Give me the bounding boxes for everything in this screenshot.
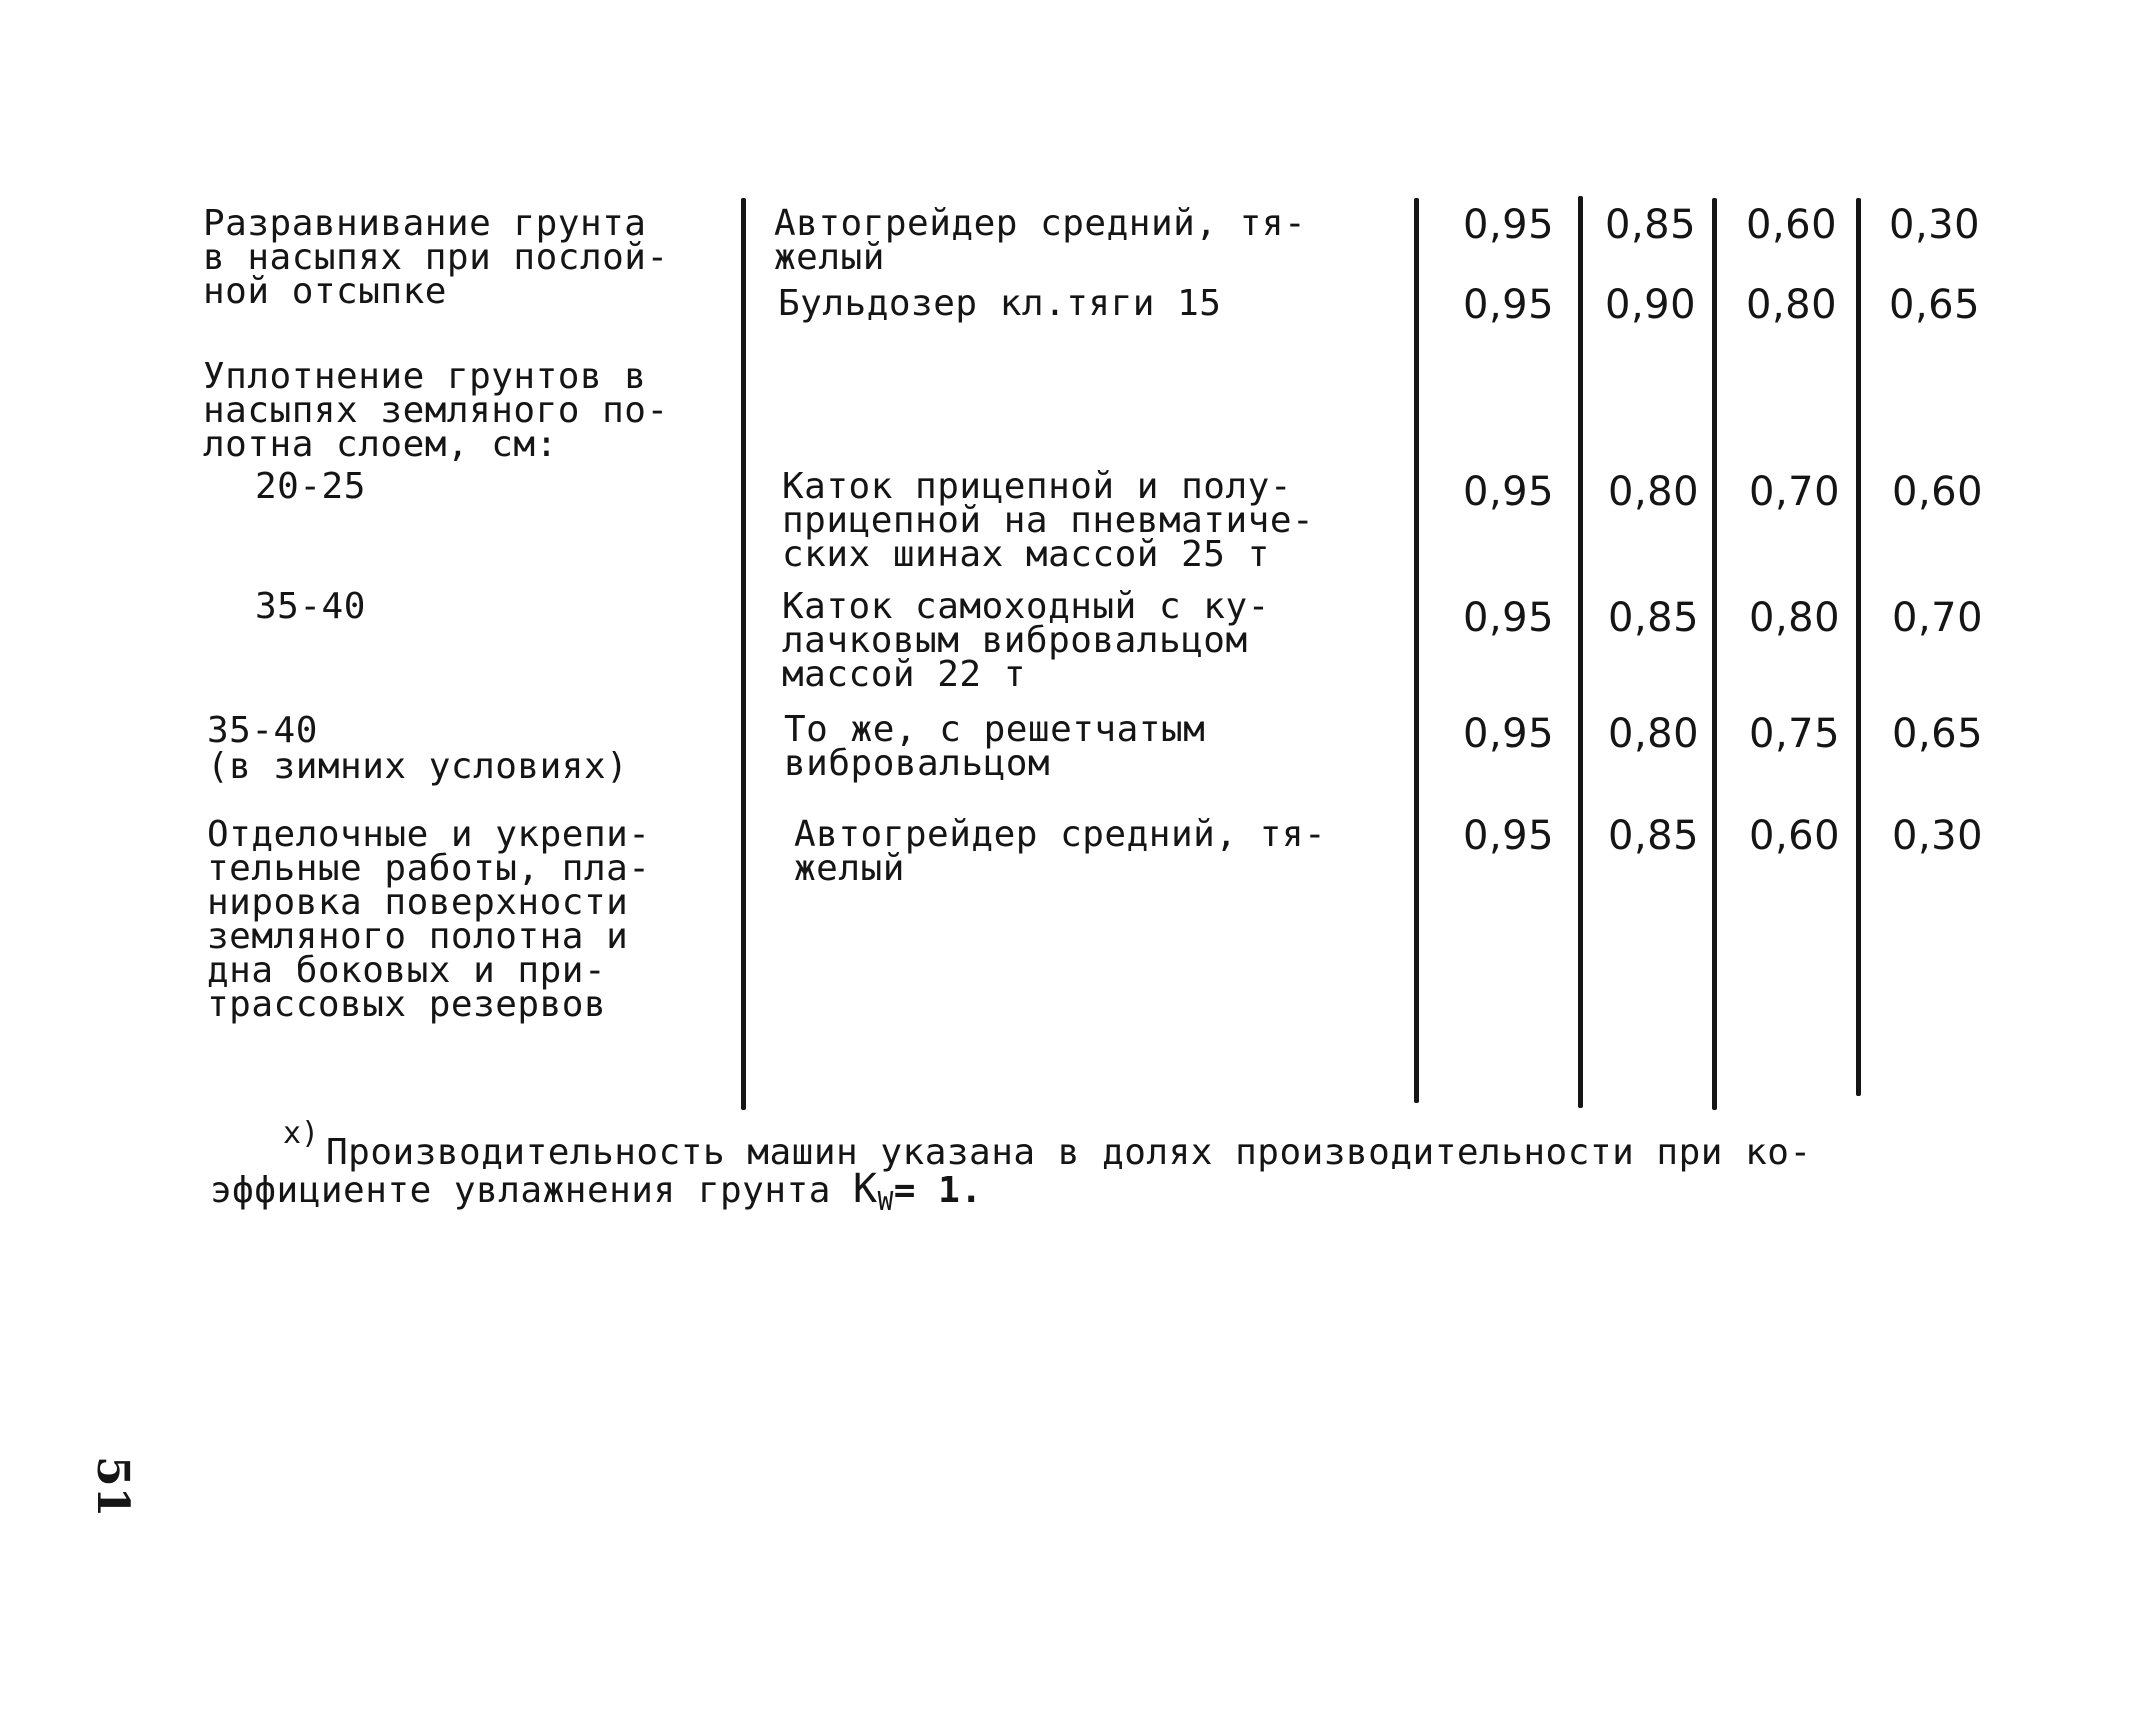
value-cell: 0,95 bbox=[1463, 595, 1555, 641]
footnote-line-1: Производительность машин указана в долях производительности при ко- bbox=[326, 1132, 1812, 1173]
value-cell: 0,85 bbox=[1608, 595, 1700, 641]
k-subscript: W bbox=[877, 1187, 894, 1218]
value-cell: 0,60 bbox=[1746, 202, 1838, 248]
column-rule-5 bbox=[1856, 198, 1861, 1096]
value-cell: 0,80 bbox=[1608, 469, 1700, 515]
machine-cell: Каток самоходный с ку- лачковым вибровальцом массой 22 т bbox=[782, 586, 1270, 695]
column-rule-4 bbox=[1712, 198, 1717, 1110]
value-cell: 0,75 bbox=[1749, 711, 1841, 757]
value-cell: 0,30 bbox=[1889, 202, 1981, 248]
value-cell: 0,90 bbox=[1605, 282, 1697, 328]
machine-cell: То же, с решетчатым вибровальцом bbox=[784, 709, 1206, 784]
work-cell: 35-40 bbox=[255, 586, 366, 627]
work-cell: Отделочные и укрепи- тельные работы, пла- нировка поверхности земляного полотна и дна боковых и при- трассовых резервов bbox=[207, 814, 651, 1025]
footnote-mark: x) bbox=[283, 1116, 320, 1151]
page-number: 51 bbox=[87, 1456, 138, 1518]
machine-cell: Автогрейдер средний, тя- желый bbox=[794, 814, 1327, 889]
work-cell: 20-25 bbox=[255, 466, 366, 507]
work-cell: Уплотнение грунтов в насыпях земляного по- лотна слоем, см: bbox=[203, 356, 669, 465]
value-cell: 0,80 bbox=[1608, 711, 1700, 757]
value-cell: 0,65 bbox=[1892, 711, 1984, 757]
value-cell: 0,95 bbox=[1463, 282, 1555, 328]
machine-cell: Каток прицепной и полу- прицепной на пневматиче- ских шинах массой 25 т bbox=[782, 466, 1315, 575]
value-cell: 0,60 bbox=[1892, 469, 1984, 515]
value-cell: 0,60 bbox=[1749, 813, 1841, 859]
work-cell: 35-40 (в зимних условиях) bbox=[207, 710, 629, 787]
column-rule-2 bbox=[1414, 198, 1419, 1103]
k-symbol: K bbox=[853, 1166, 878, 1212]
value-cell: 0,80 bbox=[1749, 595, 1841, 641]
value-cell: 0,95 bbox=[1463, 813, 1555, 859]
value-cell: 0,70 bbox=[1749, 469, 1841, 515]
machine-cell: Бульдозер кл.тяги 15 bbox=[778, 283, 1222, 324]
footnote-line-2 bbox=[210, 1166, 983, 1219]
column-rule-3 bbox=[1578, 196, 1583, 1108]
value-cell: 0,70 bbox=[1892, 595, 1984, 641]
value-cell: 0,95 bbox=[1463, 202, 1555, 248]
work-cell: Разравнивание грунта в насыпях при послой- ной отсыпке bbox=[203, 203, 669, 312]
value-cell: 0,85 bbox=[1608, 813, 1700, 859]
column-rule-1 bbox=[741, 198, 746, 1110]
value-cell: 0,95 bbox=[1463, 711, 1555, 757]
value-cell: 0,85 bbox=[1605, 202, 1697, 248]
value-cell: 0,95 bbox=[1463, 469, 1555, 515]
machine-cell: Автогрейдер средний, тя- желый bbox=[774, 203, 1307, 278]
footnote-line-2-text: эффициенте увлажнения грунта bbox=[210, 1170, 854, 1211]
value-cell: 0,65 bbox=[1889, 282, 1981, 328]
k-value: = 1. bbox=[893, 1170, 983, 1211]
value-cell: 0,80 bbox=[1746, 282, 1838, 328]
value-cell: 0,30 bbox=[1892, 813, 1984, 859]
